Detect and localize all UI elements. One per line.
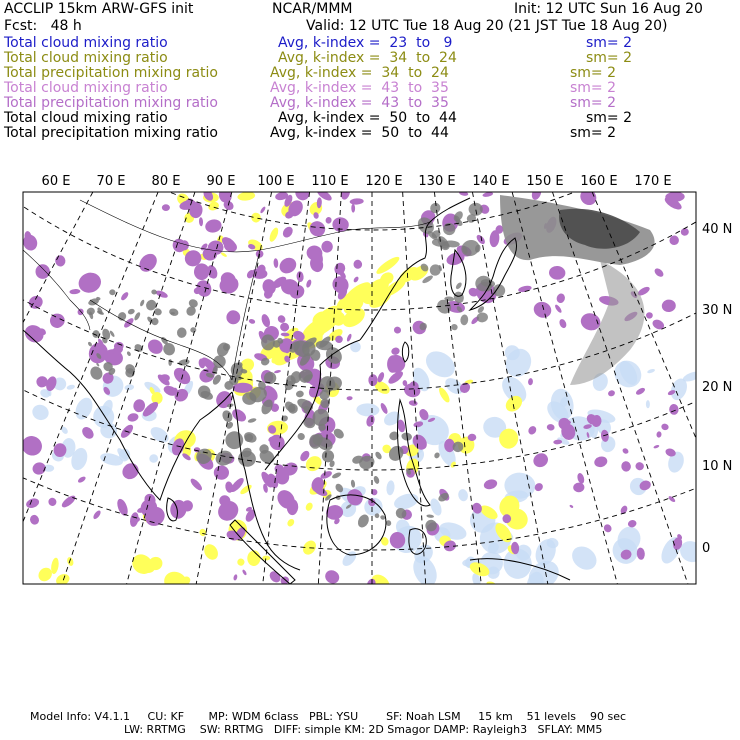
longitude-label: 120 E <box>365 174 403 189</box>
legend-field-name: Total precipitation mixing ratio <box>4 95 218 111</box>
legend-avg-range: Avg, k-index = 50 to 44 <box>278 110 457 126</box>
legend-smoothing: sm= 2 <box>570 80 617 96</box>
longitude-label: 160 E <box>580 174 618 189</box>
longitude-label: 140 E <box>472 174 510 189</box>
legend-field-name: Total cloud mixing ratio <box>4 35 168 51</box>
longitude-label: 90 E <box>206 174 236 189</box>
model-info-line-1: Model Info: V4.1.1 CU: KF MP: WDM 6class PBL: YSU SF: Noah LSM 15 km 51 levels 90 sec <box>30 710 627 723</box>
purple-cloud-field-cell <box>162 204 170 211</box>
center-label: NCAR/MMM <box>272 1 353 17</box>
legend-smoothing: sm= 2 <box>570 65 617 81</box>
legend-field-name: Total cloud mixing ratio <box>4 110 168 126</box>
legend-avg-range: Avg, k-index = 50 to 44 <box>270 125 449 141</box>
legend-avg-range: Avg, k-index = 34 to 24 <box>278 50 457 66</box>
valid-time: Valid: 12 UTC Tue 18 Aug 20 (21 JST Tue 18 Aug 20) <box>306 18 668 34</box>
model-info-line-2: LW: RRTMG SW: RRTMG DIFF: simple KM: 2D Smagor DAMP: Rayleigh3 SFLAY: MM5 <box>124 723 603 736</box>
legend-field-name: Total cloud mixing ratio <box>4 80 168 96</box>
legend-smoothing: sm= 2 <box>570 95 617 111</box>
latitude-label: 10 N <box>702 459 733 474</box>
legend-field-name: Total precipitation mixing ratio <box>4 65 218 81</box>
longitude-label: 70 E <box>96 174 126 189</box>
legend-avg-range: Avg, k-index = 43 to 35 <box>270 80 449 96</box>
legend-avg-range: Avg, k-index = 23 to 9 <box>278 35 453 51</box>
legend-smoothing: sm= 2 <box>586 50 633 66</box>
latitude-label: 40 N <box>702 222 733 237</box>
latitude-label: 20 N <box>702 380 733 395</box>
forecast-hour: Fcst: 48 h <box>4 18 82 34</box>
model-title: ACCLIP 15km ARW-GFS init <box>4 1 194 17</box>
legend-field-name: Total cloud mixing ratio <box>4 50 168 66</box>
init-time: Init: 12 UTC Sun 16 Aug 20 <box>514 1 703 17</box>
legend-smoothing: sm= 2 <box>586 35 633 51</box>
longitude-label: 110 E <box>311 174 349 189</box>
legend-avg-range: Avg, k-index = 34 to 24 <box>270 65 449 81</box>
longitude-label: 170 E <box>634 174 672 189</box>
latitude-label: 30 N <box>702 303 733 318</box>
longitude-label: 60 E <box>41 174 71 189</box>
legend-smoothing: sm= 2 <box>586 110 633 126</box>
longitude-label: 130 E <box>418 174 456 189</box>
legend-avg-range: Avg, k-index = 43 to 35 <box>270 95 449 111</box>
latitude-label: 0 <box>702 541 711 556</box>
longitude-label: 100 E <box>257 174 295 189</box>
longitude-label: 150 E <box>526 174 564 189</box>
legend-field-name: Total precipitation mixing ratio <box>4 125 218 141</box>
grey-cloud-field-cell <box>309 434 321 448</box>
legend-smoothing: sm= 2 <box>570 125 617 141</box>
longitude-labels <box>42 174 672 189</box>
latitude-labels <box>702 222 732 556</box>
longitude-label: 80 E <box>151 174 181 189</box>
